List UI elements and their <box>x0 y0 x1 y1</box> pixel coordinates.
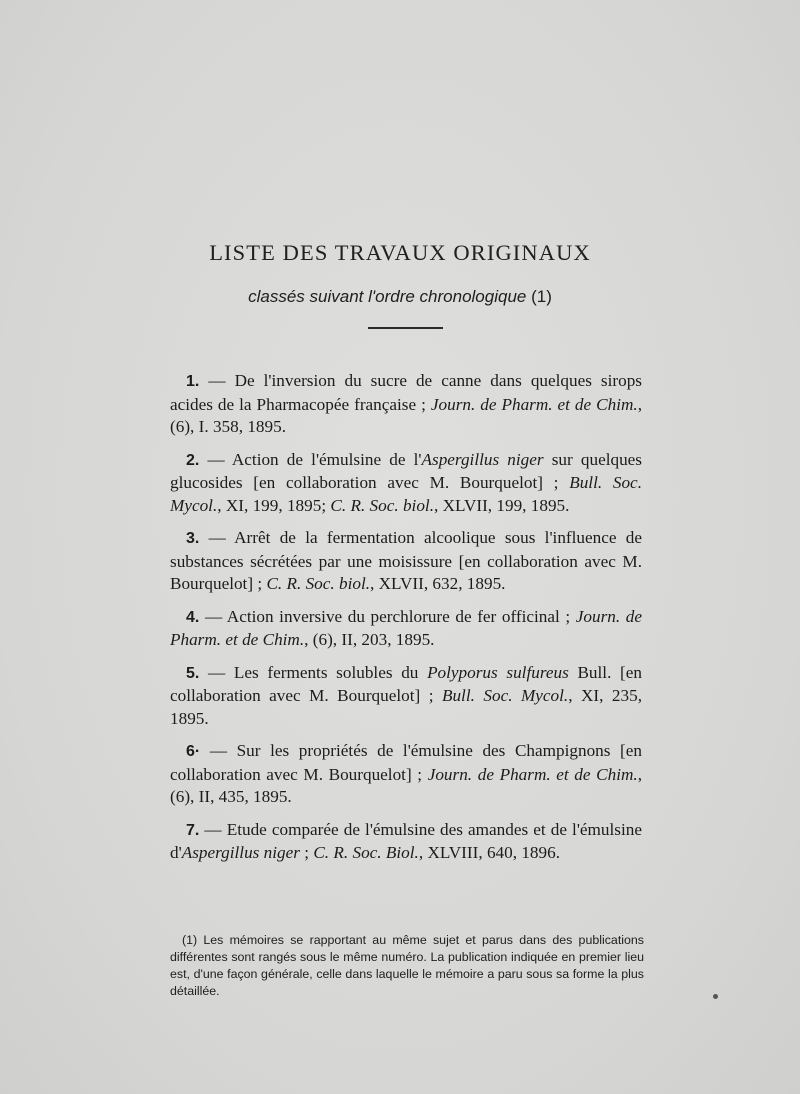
entry-journal-title: C. R. Soc. biol. <box>330 495 435 515</box>
footnote-reference: (1) <box>531 287 552 306</box>
publication-entry <box>170 819 642 865</box>
entry-journal-title: Bull. Soc. Mycol. <box>441 686 569 705</box>
page-title: LISTE DES TRAVAUX ORIGINAUX <box>209 240 591 265</box>
publication-list <box>170 370 642 875</box>
page-subtitle <box>0 287 800 307</box>
entry-text: — De l'inversion du sucre de canne dans quelques sirops acides de la Pharmacopée française ; <box>170 371 642 414</box>
publication-entry <box>170 370 642 439</box>
entry-number: 2. <box>186 451 200 469</box>
publication-entry <box>170 662 642 731</box>
entry-text: , XI, 235, 1895. <box>170 686 643 728</box>
entry-text: — Etude comparée de l'émulsine des amandes et de l'émulsine d' <box>170 819 642 862</box>
entry-journal-title: Journ. de Pharm. et de Chim. <box>427 764 638 784</box>
entry-number: 5. <box>186 664 200 682</box>
entry-text: ; <box>299 843 314 862</box>
paper-speck <box>713 994 718 999</box>
entry-text: , XLVII, 199, 1895. <box>434 495 570 515</box>
entry-text: Bull. [en collaboration avec M. Bourquelot] ; <box>170 662 642 705</box>
entry-journal-title: Journ. de Pharm. et de Chim. <box>430 394 638 414</box>
entry-journal-title: C. R. Soc. biol. <box>266 574 371 593</box>
title-divider <box>368 327 443 329</box>
publication-entry <box>170 449 642 518</box>
entry-text: — Action inversive du perchlorure de fer officinal ; <box>199 606 576 626</box>
entry-text: , XI, 199, 1895; <box>217 495 331 515</box>
entry-number: 4. <box>186 608 200 626</box>
entry-text: — Sur les propriétés de l'émulsine des Champignons [en collaboration avec M. Bourquelot] ; <box>170 741 642 784</box>
footnote: (1) Les mémoires se rapportant au même sujet et parus dans des publications différentes sont rangés sous le même numéro. La publication indiquée en premier lieu est, d'une façon générale, celle dans laquelle le mémoire a paru sous sa forme la plus détaillée. <box>170 933 644 998</box>
entry-text: sur quelques glucosides [en collaboration avec M. Bourquelot] ; <box>170 449 642 492</box>
entry-text: , XLVIII, 640, 1896. <box>418 843 560 862</box>
entry-text: — Action de l'émulsine de l' <box>199 449 422 469</box>
entry-journal-title: C. R. Soc. Biol. <box>313 843 419 862</box>
entry-journal-title: Bull. Soc. Mycol. <box>170 473 642 515</box>
entry-text: , XLVII, 632, 1895. <box>370 574 506 593</box>
entry-journal-title: Aspergillus niger <box>421 449 544 469</box>
entry-number: 7. <box>186 821 200 839</box>
publication-entry <box>170 740 642 809</box>
entry-number: 6· <box>186 743 201 760</box>
entry-text: , (6), I. 358, 1895. <box>170 394 642 436</box>
entry-journal-title: Aspergillus niger <box>181 843 300 862</box>
publication-entry <box>170 527 642 596</box>
entry-text: — Les ferments solubles du <box>199 662 428 682</box>
entry-journal-title: Polyporus sulfureus <box>427 662 569 682</box>
subtitle-text: classés suivant l'ordre chronologique <box>248 287 527 306</box>
entry-text: , (6), II, 435, 1895. <box>170 764 642 806</box>
entry-number: 1. <box>186 373 200 390</box>
entry-text: , (6), II, 203, 1895. <box>304 630 435 649</box>
entry-number: 3. <box>186 530 200 547</box>
publication-entry <box>170 606 642 652</box>
entry-text: — Arrêt de la fermentation alcoolique sous l'influence de substances sécrétées par une moisissure [en collaboration avec M. Bourquelot] ; <box>170 528 642 593</box>
entry-journal-title: Journ. de Pharm. et de Chim. <box>170 606 642 649</box>
